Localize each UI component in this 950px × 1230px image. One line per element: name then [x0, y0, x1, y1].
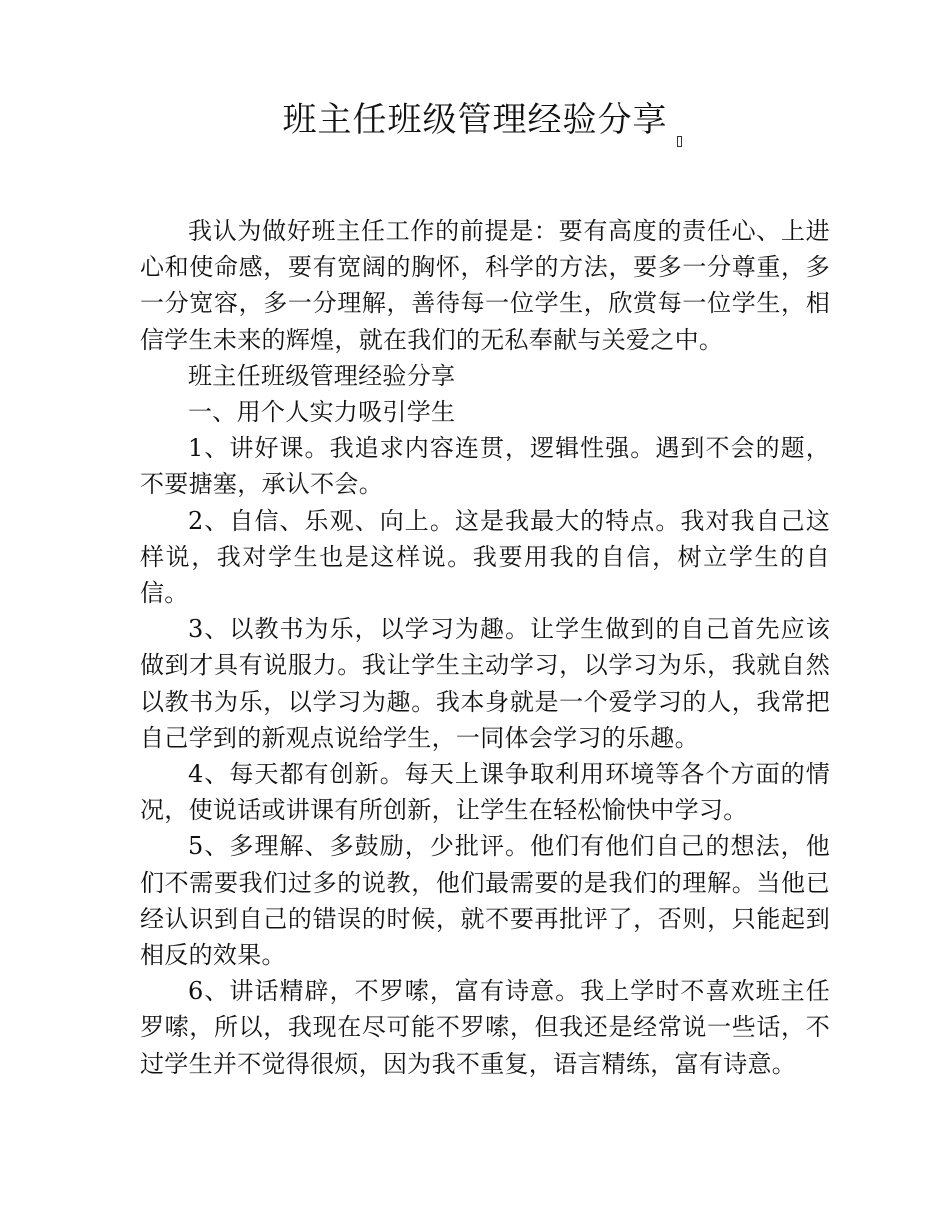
paragraph-item-6: 6、讲话精辟，不罗嗦，富有诗意。我上学时不喜欢班主任罗嗦，所以，我现在尽可能不罗嗦，但我还是经常说一些话，不过学生并不觉得很烦，因为我不重复，语言精练，富有诗意。	[140, 977, 830, 1078]
paragraph-subtitle: 班主任班级管理经验分享	[188, 361, 456, 390]
paragraph-section-heading: 一、用个人实力吸引学生	[188, 398, 456, 427]
paragraph-item-3: 3、以教书为乐，以学习为趣。让学生做到的自己首先应该做到才具有说服力。我让学生主动学习，以学习为乐，我就自然以教书为乐，以学习为趣。我本身就是一个爱学习的人，我常把自己学到的新观点说给学生，一同体会学习的乐趣。	[140, 615, 830, 752]
document-body	[140, 213, 830, 1082]
paragraph-intro: 我认为做好班主任工作的前提是：要有高度的责任心、上进心和使命感，要有宽阔的胸怀，科学的方法，要多一分尊重，多一分宽容，多一分理解，善待每一位学生，欣赏每一位学生，相信学生未来的辉煌，就在我们的无私奉献与关爱之中。	[140, 217, 830, 354]
paragraph-item-2: 2、自信、乐观、向上。这是我最大的特点。我对我自己这样说，我对学生也是这样说。我要用我的自信，树立学生的自信。	[140, 506, 830, 608]
paragraph-item-4: 4、每天都有创新。每天上课争取利用环境等各个方面的情况，使说话或讲课有所创新，让学生在轻松愉快中学习。	[140, 760, 830, 825]
paragraph-item-5: 5、多理解、多鼓励，少批评。他们有他们自己的想法，他们不需要我们过多的说教，他们最需要的是我们的理解。当他已经认识到自己的错误的时候，就不要再批评了，否则，只能起到相反的效果。	[140, 832, 830, 970]
document-title: 班主任班级管理经验分享	[282, 100, 668, 140]
revision-mark-icon	[677, 136, 682, 147]
paragraph-item-1: 1、讲好课。我追求内容连贯，逻辑性强。遇到不会的题，不要搪塞，承认不会。	[140, 434, 830, 499]
